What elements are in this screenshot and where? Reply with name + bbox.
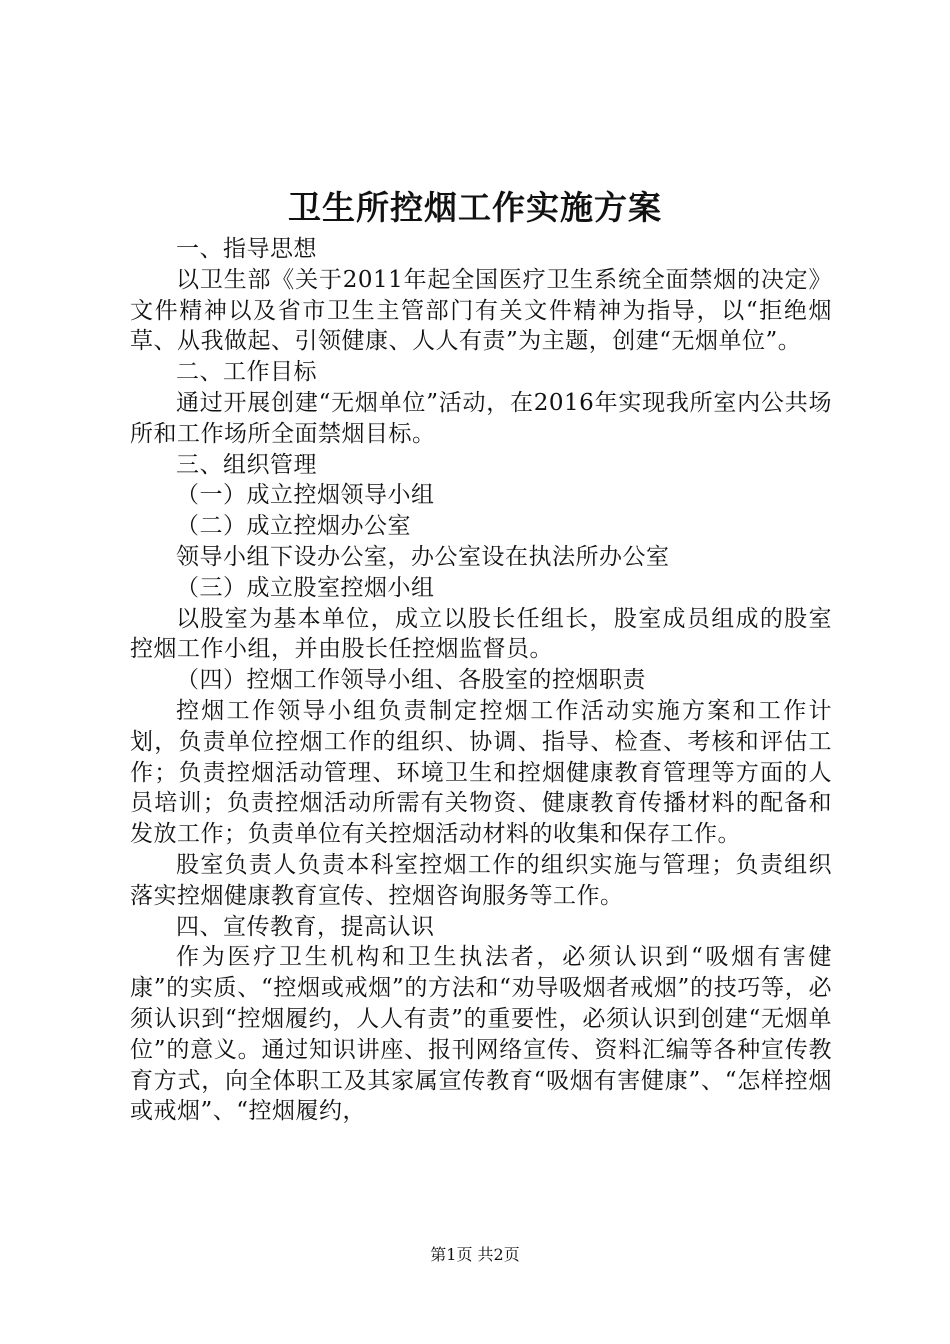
paragraph: 领导小组下设办公室，办公室设在执法所办公室 [176,543,670,570]
paragraph: 控烟工作领导小组负责制定控烟工作活动实施方案和工作计划，负责单位控烟工作的组织、协调、指导、检查、考核和评估工作；负责控烟活动管理、环境卫生和控烟健康教育管理等方面的人员培训；负责控烟活动所需有关物资、健康教育传播材料的配备和发放工作；负责单位有关控烟活动材料的收集和保存工作。 [130,697,832,848]
paragraph: 股室负责人负责本科室控烟工作的组织实施与管理；负责组织落实控烟健康教育宣传、控烟咨询服务等工作。 [130,851,832,909]
page-footer: 第1页 共2页 [430,1245,520,1264]
document-title: 卫生所控烟工作实施方案 [288,188,662,227]
subsection-heading: （四）控烟工作领导小组、各股室的控烟职责 [176,667,646,694]
section-heading: 一、指导思想 [176,236,317,262]
subsection-heading: （二）成立控烟办公室 [176,513,411,540]
section-heading: 二、工作目标 [176,359,317,386]
paragraph: 以卫生部《关于2011年起全国医疗卫生系统全面禁烟的决定》文件精神以及省市卫生主管部门有关文件精神为指导，以“拒绝烟草、从我做起、引领健康、人人有责”为主题，创建“无烟单位”。 [130,266,832,355]
paragraph: 作为医疗卫生机构和卫生执法者，必须认识到“吸烟有害健康”的实质、“控烟或戒烟”的方法和“劝导吸烟者戒烟”的技巧等，必须认识到“控烟履约，人人有责”的重要性，必须认识到创建“无烟单位”的意义。通过知识讲座、报刊网络宣传、资料汇编等各种宣传教育方式，向全体职工及其家属宣传教育“吸烟有害健康”、“怎样控烟或戒烟”、“控烟履约， [130,944,832,1125]
paragraph: 通过开展创建“无烟单位”活动，在2016年实现我所室内公共场所和工作场所全面禁烟目标。 [130,389,832,447]
paragraph: 以股室为基本单位，成立以股长任组长，股室成员组成的股室控烟工作小组，并由股长任控烟监督员。 [130,605,832,663]
subsection-heading: （一）成立控烟领导小组 [176,482,435,509]
document-body [130,234,832,1127]
subsection-heading: （三）成立股室控烟小组 [176,574,435,601]
section-heading: 三、组织管理 [176,451,317,478]
section-heading: 四、宣传教育，提高认识 [176,913,435,940]
